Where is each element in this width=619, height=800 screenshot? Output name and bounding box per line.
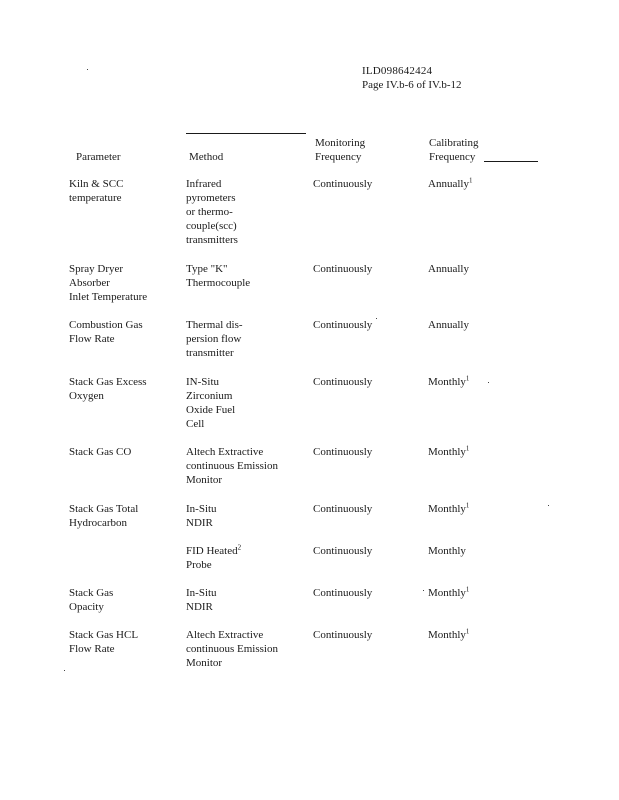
row-calibrating-text: Monthly bbox=[428, 587, 466, 599]
row-calibrating bbox=[428, 445, 538, 459]
footnote-marker: 1 bbox=[465, 444, 470, 453]
row-method: IN-Situ Zirconium Oxide Fuel Cell bbox=[186, 376, 236, 430]
row-monitoring: Continuously bbox=[313, 446, 373, 458]
row-method bbox=[186, 544, 306, 572]
row-monitoring: Continuously bbox=[313, 629, 373, 641]
row-calibrating-text: Monthly bbox=[428, 446, 466, 458]
row-parameter: Stack Gas Opacity bbox=[69, 587, 114, 613]
row-calibrating-text: Monthly bbox=[428, 503, 466, 515]
row-method: Altech Extractive continuous Emission Monitor bbox=[186, 629, 278, 669]
footnote-marker: 1 bbox=[465, 374, 470, 383]
column-header-calibrating-frequency: Calibrating Frequency bbox=[429, 137, 479, 163]
footnote-marker: 1 bbox=[465, 627, 470, 636]
row-calibrating bbox=[428, 375, 538, 389]
row-calibrating-text: Annually bbox=[428, 178, 469, 190]
row-calibrating bbox=[428, 586, 538, 600]
row-monitoring: Continuously bbox=[313, 178, 373, 190]
row-parameter: Kiln & SCC temperature bbox=[69, 178, 124, 204]
document-id: ILD098642424 bbox=[362, 65, 433, 77]
row-calibrating: Annually bbox=[428, 319, 469, 331]
row-monitoring: Continuously bbox=[313, 545, 373, 557]
row-monitoring: Continuously bbox=[313, 376, 373, 388]
row-monitoring: Continuously bbox=[313, 503, 373, 515]
footnote-marker: 1 bbox=[468, 176, 473, 185]
row-monitoring: Continuously bbox=[313, 263, 373, 275]
row-parameter: Stack Gas CO bbox=[69, 446, 132, 458]
calibrating-underline bbox=[484, 161, 538, 162]
row-method: In-Situ NDIR bbox=[186, 587, 217, 613]
row-calibrating: Annually bbox=[428, 263, 469, 275]
row-method-text: FID Heated bbox=[186, 545, 238, 557]
column-header-method: Method bbox=[189, 151, 224, 163]
row-method: Altech Extractive continuous Emission Monitor bbox=[186, 446, 278, 486]
scan-speck bbox=[64, 670, 65, 671]
row-calibrating bbox=[428, 177, 538, 191]
row-parameter: Stack Gas Excess Oxygen bbox=[69, 376, 147, 402]
row-monitoring: Continuously bbox=[313, 319, 373, 331]
row-method: In-Situ NDIR bbox=[186, 503, 217, 529]
column-header-monitoring-frequency: Monitoring Frequency bbox=[315, 137, 366, 163]
column-header-parameter: Parameter bbox=[76, 151, 121, 163]
scan-speck bbox=[423, 590, 424, 591]
scan-speck bbox=[376, 318, 377, 319]
page-reference: Page IV.b-6 of IV.b-12 bbox=[362, 79, 462, 91]
footnote-marker: 1 bbox=[465, 501, 470, 510]
row-method: Infrared pyrometers or thermo- couple(scc) transmitters bbox=[186, 178, 238, 246]
row-method-text-line2: Probe bbox=[186, 559, 212, 571]
row-parameter: Spray Dryer Absorber Inlet Temperature bbox=[69, 263, 148, 303]
row-parameter: Combustion Gas Flow Rate bbox=[69, 319, 143, 345]
scan-speck bbox=[488, 382, 489, 383]
row-method: Type "K" Thermocouple bbox=[186, 263, 251, 289]
row-calibrating: Monthly bbox=[428, 545, 466, 557]
footnote-marker: 2 bbox=[237, 543, 242, 552]
row-calibrating bbox=[428, 502, 538, 516]
footnote-marker: 1 bbox=[465, 585, 470, 594]
row-calibrating-text: Monthly bbox=[428, 376, 466, 388]
row-monitoring: Continuously bbox=[313, 587, 373, 599]
row-calibrating-text: Monthly bbox=[428, 629, 466, 641]
scan-speck bbox=[548, 505, 549, 506]
row-parameter: Stack Gas HCL Flow Rate bbox=[69, 629, 139, 655]
header-rule bbox=[186, 133, 306, 134]
scan-speck bbox=[87, 69, 88, 70]
row-method: Thermal dis- persion flow transmitter bbox=[186, 319, 243, 359]
row-calibrating bbox=[428, 628, 538, 642]
row-parameter: Stack Gas Total Hydrocarbon bbox=[69, 503, 139, 529]
